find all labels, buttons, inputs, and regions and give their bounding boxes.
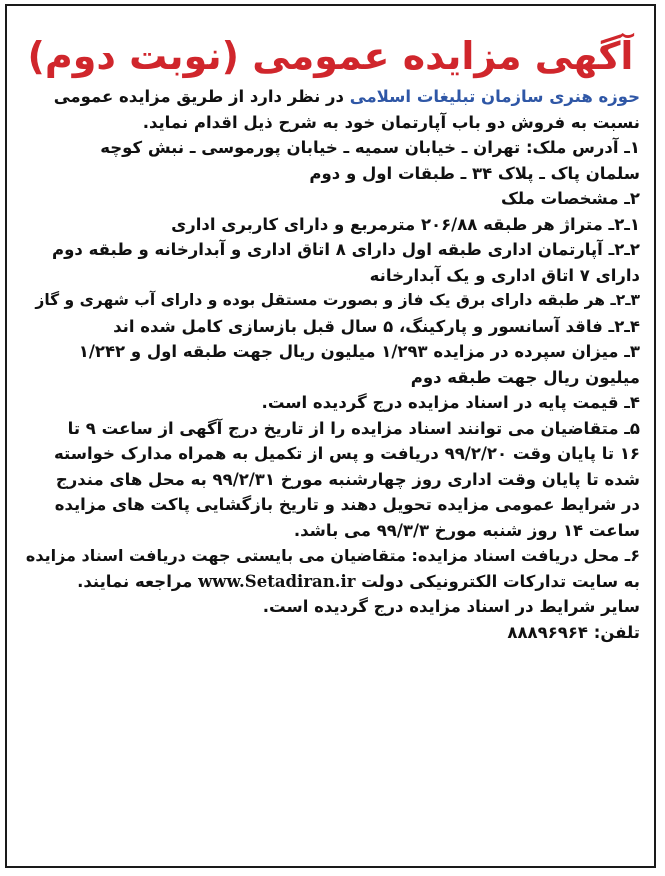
phone-line — [21, 620, 640, 646]
body-line: دارای ۷ اتاق اداری و یک آبدارخانه — [369, 265, 640, 285]
body-line: میلیون ریال جهت طبقه دوم — [410, 367, 640, 387]
body-line: ۶ـ محل دریافت اسناد مزایده: متقاضیان می بایستی جهت دریافت اسناد مزایده — [25, 546, 640, 565]
body-line: ۳ـ میزان سپرده در مزایده ۱/۲۹۳ میلیون ریال جهت طبقه اول و ۱/۲۴۲ — [78, 342, 640, 361]
intro-line-2: نسبت به فروش دو باب آپارتمان خود به شرح ذیل اقدام نماید. — [142, 112, 640, 132]
body-line: شده تا پایان وقت اداری روز چهارشنبه مورخ ۹۹/۲/۳۱ به محل های مندرج — [55, 469, 640, 489]
body-line: در شرایط عمومی مزایده تحویل دهند و تاریخ بازگشایی پاکت های مزایده — [54, 495, 640, 514]
body-line: ۲ـ۲ـ آپارتمان اداری طبقه اول دارای ۸ اتاق اداری و آبدارخانه و طبقه دوم — [52, 240, 640, 259]
intro-line-1 — [21, 84, 640, 110]
phone-label: تلفن: — [593, 622, 640, 642]
body-line: ۱ـ۲ـ متراژ هر طبقه ۲۰۶/۸۸ مترمربع و دارای کاربری اداری — [171, 214, 640, 234]
body-line: ۴ـ قیمت پایه در اسناد مزایده درج گردیده است. — [261, 393, 640, 412]
intro-text: در نظر دارد از طریق مزایده عمومی — [53, 87, 344, 106]
body-line: سلمان پاک ـ پلاک ۳۴ ـ طبقات اول و دوم — [309, 163, 640, 183]
body-line: ۱ـ آدرس ملک: تهران ـ خیابان سمیه ـ خیابان پورموسی ـ نبش کوچه — [100, 138, 640, 157]
website-line — [21, 569, 640, 595]
closing-line: سایر شرایط در اسناد مزایده درج گردیده است. — [262, 597, 640, 616]
body-line: ۲ـ مشخصات ملک — [501, 189, 640, 208]
website-line-after: مراجعه نمایند. — [77, 571, 193, 591]
organization-name: حوزه هنری سازمان تبلیغات اسلامی — [349, 87, 640, 106]
body-line: ساعت ۱۴ روز شنبه مورخ ۹۹/۳/۳ می باشد. — [293, 520, 640, 540]
website-line-before: به سایت تدارکات الکترونیکی دولت — [361, 571, 640, 591]
body-line: ۴ـ۲ـ فاقد آسانسور و پارکینگ، ۵ سال قبل بازسازی کامل شده اند — [113, 316, 640, 336]
body-line: ۵ـ متقاضیان می توانند اسناد مزایده را از تاریخ درج آگهی از ساعت ۹ تا — [67, 418, 640, 438]
body-line: ۱۶ تا پایان وقت ۹۹/۲/۲۰ دریافت و پس از تکمیل به همراه مدارک خواسته — [54, 444, 640, 463]
notice-title: آگهی مزایده عمومی (نوبت دوم) — [27, 34, 634, 78]
phone-number: ۸۸۸۹۶۹۶۴ — [507, 622, 588, 642]
website-url: www.Setadiran.ir — [198, 571, 356, 591]
auction-notice — [5, 4, 656, 868]
body-line: ۳ـ۲ـ هر طبقه دارای برق یک فاز و بصورت مستقل بوده و دارای آب شهری و گاز — [35, 291, 640, 309]
